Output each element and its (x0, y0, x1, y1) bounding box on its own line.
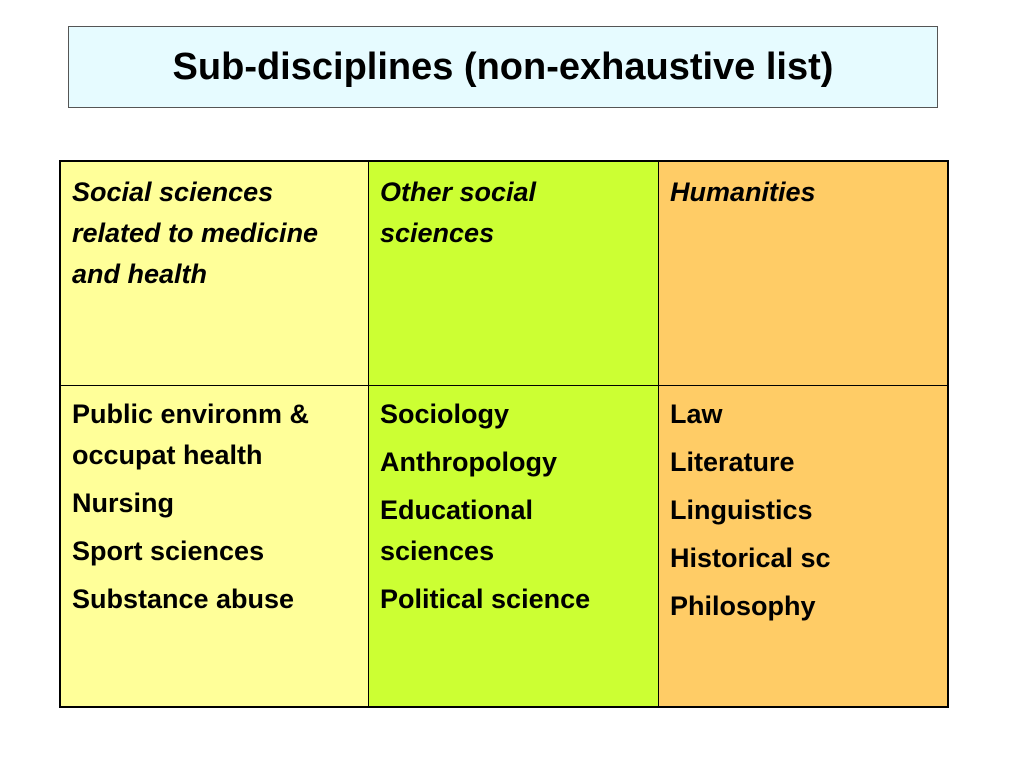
list-item: Law (670, 399, 723, 429)
page-title: Sub-disciplines (non-exhaustive list) (172, 45, 834, 88)
header-cell-other-social-sciences (369, 162, 659, 386)
list-item: Literature (670, 447, 795, 477)
disciplines-table (59, 160, 949, 708)
list-item: Linguistics (670, 495, 813, 525)
list-item: Sport sciences (72, 536, 265, 566)
header-cell-medicine-health (61, 162, 369, 386)
list-item: Anthropology (380, 447, 557, 477)
column-humanities (659, 386, 947, 706)
header-label: Other social sciences (380, 177, 537, 248)
list-item: Sociology (380, 399, 510, 429)
list-item: Historical sc (670, 543, 831, 573)
list-item: Political science (380, 584, 591, 614)
title-box (68, 26, 938, 108)
discipline-list (380, 394, 648, 620)
header-cell-humanities (659, 162, 947, 386)
column-medicine-health (61, 386, 369, 706)
header-label: Social sciences related to medicine and health (72, 177, 319, 289)
list-item: Philosophy (670, 591, 816, 621)
column-other-social-sciences (369, 386, 659, 706)
list-item: Educational sciences (380, 495, 534, 566)
discipline-list (72, 394, 358, 620)
list-item: Public environm & occupat health (72, 399, 310, 470)
list-item: Nursing (72, 488, 175, 518)
list-item: Substance abuse (72, 584, 295, 614)
discipline-list (670, 394, 937, 627)
header-label: Humanities (670, 177, 816, 207)
